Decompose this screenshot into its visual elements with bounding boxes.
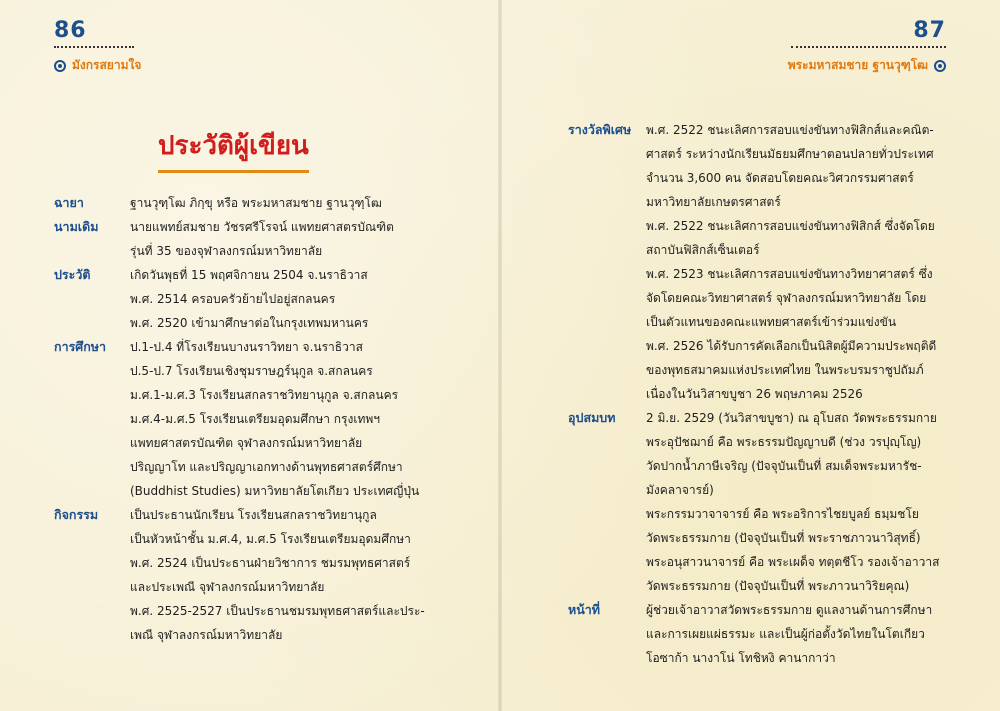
entry-line: ม.ศ.1-ม.ศ.3 โรงเรียนสกลราชวิทยานุกูล จ.สกลนคร <box>130 388 399 402</box>
target-bullet-icon <box>934 60 946 72</box>
entry-line: พ.ศ. 2525-2527 เป็นประธานชมรมพุทธศาสตร์และประ- <box>130 604 425 618</box>
entry-label: อุปสมบท <box>568 410 616 425</box>
entry-line: และประเพณี จุฬาลงกรณ์มหาวิทยาลัย <box>130 580 325 594</box>
entry-row <box>568 598 958 670</box>
left-dotted-rule <box>54 46 134 50</box>
entry-text <box>130 191 454 215</box>
entry-text <box>646 406 958 598</box>
entry-line: ม.ศ.4-ม.ศ.5 โรงเรียนเตรียมอุดมศึกษา กรุงเทพฯ <box>130 412 381 426</box>
right-entry-list <box>568 118 958 670</box>
entry-line: วัดพระธรรมกาย (ปัจจุบันเป็นที่ พระราชภาวนาวิสุทธิ์) <box>646 531 921 545</box>
entry-text <box>646 598 958 670</box>
entry-line: วัดพระธรรมกาย (ปัจจุบันเป็นที่ พระภาวนาวิริยคุณ) <box>646 579 910 593</box>
entry-line: พระอุปัชฌาย์ คือ พระธรรมปัญญาบดี (ช่วง วรปุญฺโญ) <box>646 435 922 449</box>
entry-line: พ.ศ. 2524 เป็นประธานฝ่ายวิชาการ ชมรมพุทธศาสตร์ <box>130 556 411 570</box>
entry-row <box>54 215 454 263</box>
entry-row <box>54 191 454 215</box>
entry-line: แพทยศาสตรบัณฑิต จุฬาลงกรณ์มหาวิทยาลัย <box>130 436 363 450</box>
target-bullet-icon <box>54 60 66 72</box>
entry-text <box>646 118 958 406</box>
entry-row <box>54 263 454 335</box>
entry-line: เกิดวันพุธที่ 15 พฤศจิกายน 2504 จ.นราธิวาส <box>130 268 368 282</box>
right-running-header <box>788 56 946 75</box>
entry-label: กิจกรรม <box>54 507 99 522</box>
entry-line: พระกรรมวาจาจารย์ คือ พระอริการไชยบูลย์ ธมฺมชโย <box>646 507 919 521</box>
entry-label: นามเดิม <box>54 219 99 234</box>
entry-line: จัดโดยคณะวิทยาศาสตร์ จุฬาลงกรณ์มหาวิทยาลัย โดย <box>646 291 927 305</box>
entry-label: หน้าที่ <box>568 602 601 617</box>
entry-line: โอซาก้า นางาโน่ โทชิหงิ คานากาว่า <box>646 651 836 665</box>
entry-text <box>130 335 454 503</box>
entry-row <box>54 335 454 503</box>
entry-line: รุ่นที่ 35 ของจุฬาลงกรณ์มหาวิทยาลัย <box>130 244 323 258</box>
entry-line: (Buddhist Studies) มหาวิทยาลัยโตเกียว ประเทศญี่ปุ่น <box>130 484 420 498</box>
entry-line: เป็นประธานนักเรียน โรงเรียนสกลราชวิทยานุกูล <box>130 508 377 522</box>
entry-line: ป.1-ป.4 ที่โรงเรียนบางนราวิทยา จ.นราธิวาส <box>130 340 363 354</box>
entry-text <box>130 215 454 263</box>
entry-line: พ.ศ. 2520 เข้ามาศึกษาต่อในกรุงเทพมหานคร <box>130 316 369 330</box>
entry-line: พ.ศ. 2523 ชนะเลิศการสอบแข่งขันทางวิทยาศาสตร์ ซึ่ง <box>646 267 933 281</box>
entry-line: ป.5-ป.7 โรงเรียนเชิงชุมราษฎร์นุกูล จ.สกลนคร <box>130 364 373 378</box>
entry-row <box>568 406 958 598</box>
entry-line: 2 มิ.ย. 2529 (วันวิสาขบูชา) ณ อุโบสถ วัดพระธรรมกาย <box>646 411 937 425</box>
book-spine <box>498 0 502 711</box>
left-running-header <box>54 56 141 75</box>
entry-line: มหาวิทยาลัยเกษตรศาสตร์ <box>646 195 781 209</box>
entry-line: วัดปากน้ำภาษีเจริญ (ปัจจุบันเป็นที่ สมเด็จพระมหารัช- <box>646 459 922 473</box>
entry-label: ฉายา <box>54 195 84 210</box>
entry-line: พ.ศ. 2522 ชนะเลิศการสอบแข่งขันทางฟิสิกส์ ซึ่งจัดโดย <box>646 219 935 233</box>
entry-label: การศึกษา <box>54 339 107 354</box>
entry-line: นายแพทย์สมชาย วัชรศรีโรจน์ แพทยศาสตรบัณฑิต <box>130 220 394 234</box>
entry-label: รางวัลพิเศษ <box>568 122 632 137</box>
entry-row <box>568 118 958 406</box>
right-page-number: 87 <box>913 18 946 43</box>
left-page-number: 86 <box>54 18 87 43</box>
entry-line: พ.ศ. 2526 ได้รับการคัดเลือกเป็นนิสิตผู้มีความประพฤติดี <box>646 339 937 353</box>
entry-line: ศาสตร์ ระหว่างนักเรียนมัธยมศึกษาตอนปลายทั่วประเทศ <box>646 147 934 161</box>
right-dotted-rule <box>791 46 946 50</box>
left-running-title: มังกรสยามใจ <box>72 58 142 72</box>
right-running-title: พระมหาสมชาย ฐานวุฑฺโฒ <box>787 58 928 72</box>
entry-line: เป็นตัวแทนของคณะแพทยศาสตร์เข้าร่วมแข่งขัน <box>646 315 897 329</box>
entry-line: พ.ศ. 2514 ครอบครัวย้ายไปอยู่สกลนคร <box>130 292 336 306</box>
page-title: ประวัติผู้เขียน <box>158 125 309 173</box>
entry-text <box>130 263 454 335</box>
entry-line: เป็นหัวหน้าชั้น ม.ศ.4, ม.ศ.5 โรงเรียนเตรียมอุดมศึกษา <box>130 532 411 546</box>
entry-line: ฐานวุฑฺโฒ ภิกฺขุ หรือ พระมหาสมชาย ฐานวุฑฺโฒ <box>130 196 382 210</box>
entry-line: สถาบันฟิสิกส์เซ็นเตอร์ <box>646 243 760 257</box>
entry-line: เนื่องในวันวิสาขบูชา 26 พฤษภาคม 2526 <box>646 387 863 401</box>
entry-line: พ.ศ. 2522 ชนะเลิศการสอบแข่งขันทางฟิสิกส์และคณิต- <box>646 123 934 137</box>
entry-line: และการเผยแผ่ธรรมะ และเป็นผู้ก่อตั้งวัดไทยในโตเกียว <box>646 627 925 641</box>
entry-line: ผู้ช่วยเจ้าอาวาสวัดพระธรรมกาย ดูแลงานด้านการศึกษา <box>646 603 933 617</box>
left-entry-list <box>54 191 454 647</box>
entry-line: เพณี จุฬาลงกรณ์มหาวิทยาลัย <box>130 628 283 642</box>
entry-text <box>130 503 454 647</box>
entry-line: จำนวน 3,600 คน จัดสอบโดยคณะวิศวกรรมศาสตร์ <box>646 171 914 185</box>
entry-line: มังคลาจารย์) <box>646 483 714 497</box>
entry-line: ปริญญาโท และปริญญาเอกทางด้านพุทธศาสตร์ศึกษา <box>130 460 403 474</box>
entry-line: พระอนุสาวนาจารย์ คือ พระเผด็จ ทตฺตชีโว รองเจ้าอาวาส <box>646 555 940 569</box>
entry-label: ประวัติ <box>54 267 91 282</box>
entry-line: ของพุทธสมาคมแห่งประเทศไทย ในพระบรมราชูปถัมภ์ <box>646 363 924 377</box>
entry-row <box>54 503 454 647</box>
